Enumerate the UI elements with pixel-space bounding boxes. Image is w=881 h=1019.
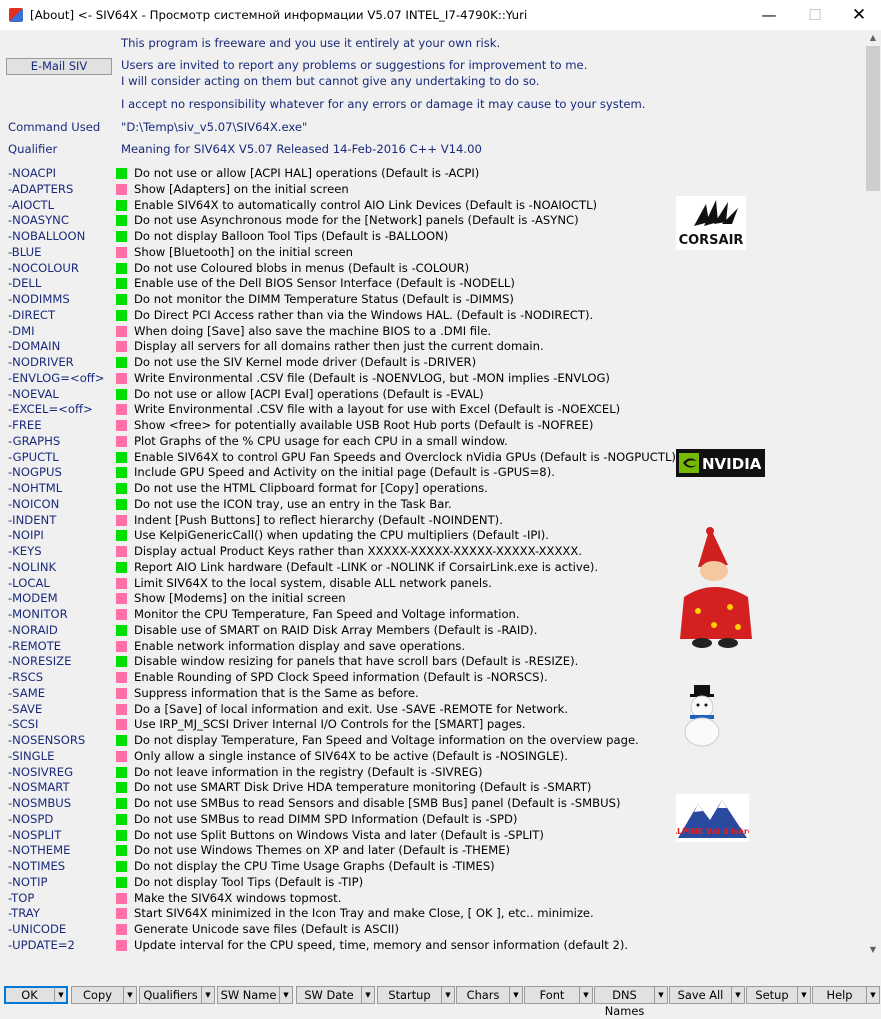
qualifier-name: -DIRECT — [8, 307, 56, 322]
qualifier-name: -NOSMART — [8, 780, 70, 795]
qualifier-meaning: Do not display Tool Tips (Default is -TIP) — [134, 874, 364, 889]
responsibility-notice: I accept no responsibility whatever for any errors or damage it may cause to your system. — [121, 97, 646, 111]
qualifier-meaning: Limit SIV64X to the local system, disable ALL network panels. — [134, 575, 492, 590]
qualifier-name: -KEYS — [8, 544, 42, 558]
qualifier-name: -NOSMBUS — [8, 796, 72, 810]
button-label: Copy — [83, 988, 112, 1002]
qualifier-meaning: Do not use the SIV Kernel mode driver (Default is -DRIVER) — [134, 355, 477, 369]
qualifier-meaning: Do not leave information in the registry (Default is -SIVREG) — [134, 764, 483, 779]
qualifier-row — [0, 716, 865, 732]
qualifier-name: -NOASYNC — [8, 213, 69, 228]
qualifier-row — [0, 921, 865, 937]
qualifier-name: -GRAPHS — [8, 433, 61, 448]
qualifier-row — [0, 748, 865, 764]
qualifier-row — [0, 480, 865, 496]
qualifier-name: -NOSPD — [8, 811, 54, 826]
green-blob-icon — [116, 877, 127, 888]
qualifier-meaning: Plot Graphs of the % CPU usage for each CPU in a small window. — [134, 433, 508, 448]
dropdown-arrow-icon[interactable]: ▼ — [279, 987, 292, 1003]
qualifier-meaning: Indent [Push Buttons] to reflect hierarchy (Default -NOINDENT). — [134, 512, 503, 527]
qualifier-row — [0, 669, 865, 685]
qualifier-row — [0, 386, 865, 402]
qualifier-name: -RSCS — [8, 670, 44, 684]
sw-name-button[interactable] — [217, 986, 293, 1004]
qualifier-name: -NOGPUS — [8, 465, 62, 480]
qualifier-meaning: Make the SIV64X windows topmost. — [134, 890, 342, 905]
qualifier-meaning: Show [Adapters] on the initial screen — [134, 181, 349, 196]
green-blob-icon — [116, 231, 127, 242]
qualifier-meaning: Show [Modems] on the initial screen — [134, 591, 346, 606]
qualifier-name: -SAVE — [8, 701, 43, 716]
qualifier-meaning: When doing [Save] also save the machine BIOS to a .DMI file. — [134, 323, 492, 338]
button-label: Save All — [677, 988, 724, 1002]
dropdown-arrow-icon[interactable]: ▼ — [123, 987, 136, 1003]
qualifier-name: -FREE — [8, 418, 42, 432]
button-label: DNS Names — [604, 988, 645, 1018]
green-blob-icon — [116, 861, 127, 872]
qualifier-row — [0, 433, 865, 449]
qualifier-meaning: Do not display the CPU Time Usage Graphs (Default is -TIMES) — [134, 859, 495, 873]
scroll-up-icon[interactable]: ▲ — [869, 33, 877, 42]
qualifier-name: -INDENT — [8, 512, 57, 527]
button-label: Help — [826, 988, 853, 1002]
qualifier-meaning: Do not use Windows Themes on XP and later (Default is -THEME) — [134, 843, 511, 858]
pink-blob-icon — [116, 940, 127, 951]
green-blob-icon — [116, 735, 127, 746]
qualifier-meaning: Do not use Coloured blobs in menus (Default is -COLOUR) — [134, 260, 470, 275]
button-label: SW Date — [304, 988, 354, 1002]
qualifier-meaning: Enable SIV64X to automatically control AIO Link Devices (Default is -NOAIOCTL) — [134, 197, 598, 212]
qualifier-name: -NOBALLOON — [8, 229, 86, 243]
qualifier-meaning: Do not use SMART Disk Drive HDA temperature monitoring (Default is -SMART) — [134, 780, 592, 795]
qualifier-name: -NOSENSORS — [8, 733, 86, 747]
qualifier-meaning: Suppress information that is the Same as before. — [134, 685, 419, 700]
qualifier-meaning: Start SIV64X minimized in the Icon Tray and make Close, [ OK ], etc.. minimize. — [134, 906, 594, 921]
report-notice: Users are invited to report any problems or suggestions for improvement to me. — [121, 58, 588, 72]
qualifier-meaning: Do not display Temperature, Fan Speed and Voltage information on the overview page. — [134, 733, 639, 747]
qualifier-meaning: Update interval for the CPU speed, time, memory and sensor information (default 2). — [134, 937, 629, 952]
qualifier-name: -NOTIMES — [8, 859, 66, 873]
qualifier-row — [0, 275, 865, 291]
qualifier-name: -ADAPTERS — [8, 181, 74, 196]
qualifier-name: -SAME — [8, 685, 46, 700]
dns-names-button[interactable] — [594, 986, 668, 1018]
setup-button[interactable] — [746, 986, 811, 1004]
qualifier-row — [0, 685, 865, 701]
qualifier-meaning: Report AIO Link hardware (Default -LINK or -NOLINK if CorsairLink.exe is active). — [134, 559, 599, 574]
qualifier-meaning: Do not use or allow [ACPI Eval] operations (Default is -EVAL) — [134, 386, 484, 401]
qualifier-row — [0, 323, 865, 339]
qualifier-name: -NOTIP — [8, 874, 48, 889]
qualifier-name: -UNICODE — [8, 922, 67, 936]
qualifier-meaning: Display all servers for all domains rather then just the current domain. — [134, 339, 544, 354]
qualifier-name: -NORAID — [8, 622, 58, 637]
qualifier-meaning: Enable SIV64X to control GPU Fan Speeds and Overclock nVidia GPUs (Default is -NOGPUCTL) — [134, 449, 676, 464]
qualifier-name: -UPDATE=2 — [8, 937, 75, 952]
qualifier-row — [0, 858, 865, 874]
title-bar — [0, 0, 881, 30]
dropdown-arrow-icon[interactable]: ▼ — [731, 987, 744, 1003]
green-blob-icon — [116, 263, 127, 274]
green-blob-icon — [116, 845, 127, 856]
qualifier-row — [0, 701, 865, 717]
green-blob-icon — [116, 625, 127, 636]
startup-button[interactable] — [377, 986, 455, 1004]
pink-blob-icon — [116, 751, 127, 762]
qualifier-row — [0, 653, 865, 669]
qualifier-meaning: Enable network information display and save operations. — [134, 638, 466, 653]
dropdown-arrow-icon[interactable]: ▼ — [654, 987, 667, 1003]
pink-blob-icon — [116, 924, 127, 935]
scroll-down-icon[interactable]: ▼ — [869, 945, 877, 954]
command-used-label: Command Used — [8, 120, 101, 134]
green-blob-icon — [116, 499, 127, 510]
dropdown-arrow-icon[interactable]: ▼ — [54, 987, 67, 1003]
dropdown-arrow-icon[interactable]: ▼ — [797, 987, 810, 1003]
button-label: Font — [539, 988, 565, 1002]
dropdown-arrow-icon[interactable]: ▼ — [866, 987, 879, 1003]
qualifier-meaning: Do not use the HTML Clipboard format for [Copy] operations. — [134, 481, 488, 495]
green-blob-icon — [116, 452, 127, 463]
dropdown-arrow-icon[interactable]: ▼ — [509, 987, 522, 1003]
qualifier-name: -EXCEL=<off> — [8, 402, 93, 417]
maximize-button[interactable]: ☐ — [808, 6, 822, 24]
nvidia-logo — [676, 449, 765, 477]
green-blob-icon — [116, 294, 127, 305]
save-all-button[interactable] — [669, 986, 745, 1004]
scroll-thumb[interactable] — [866, 46, 880, 191]
qualifier-name: -DELL — [8, 276, 42, 291]
nvidia-logo-text: NVIDIA — [702, 455, 762, 473]
qualifier-name: -TOP — [8, 890, 35, 905]
qualifier-label: Qualifier — [8, 142, 58, 156]
about-content — [0, 30, 865, 958]
qualifier-name: -SCSI — [8, 717, 39, 732]
qualifier-meaning: Do not use SMBus to read DIMM SPD Information (Default is -SPD) — [134, 811, 518, 826]
qualifier-name: -REMOTE — [8, 638, 62, 653]
qualifier-row — [0, 779, 865, 795]
green-blob-icon — [116, 310, 127, 321]
qualifier-meaning: Show <free> for potentially available USB Root Hub ports (Default is -NOFREE) — [134, 418, 594, 432]
qualifier-name: -DMI — [8, 323, 35, 338]
pink-blob-icon — [116, 672, 127, 683]
qualifier-meaning: Write Environmental .CSV file with a layout for use with Excel (Default is -NOEXCEL) — [134, 402, 621, 417]
qualifier-meaning: Do not monitor the DIMM Temperature Status (Default is -DIMMS) — [134, 292, 514, 306]
pink-blob-icon — [116, 247, 127, 258]
green-blob-icon — [116, 467, 127, 478]
pink-blob-icon — [116, 515, 127, 526]
pink-blob-icon — [116, 593, 127, 604]
qualifier-meaning: Include GPU Speed and Activity on the initial page (Default is -GPUS=8). — [134, 465, 555, 480]
pink-blob-icon — [116, 578, 127, 589]
corsair-logo — [676, 196, 746, 250]
qualifier-meaning: Display actual Product Keys rather than XXXXX-XXXXX-XXXXX-XXXXX-XXXXX. — [134, 544, 582, 558]
pink-blob-icon — [116, 436, 127, 447]
qualifier-row — [0, 874, 865, 890]
app-icon[interactable] — [9, 8, 23, 22]
pink-blob-icon — [116, 373, 127, 384]
alpine-logo-text: LPINE Val d'Isèr — [676, 827, 748, 836]
qualifier-meaning: Do not use the ICON tray, use an entry in the Task Bar. — [134, 496, 452, 511]
qualifier-meaning: Do Direct PCI Access rather than via the Windows HAL. (Default is -NODIRECT). — [134, 307, 594, 322]
qualifier-meaning: Disable window resizing for panels that have scroll bars (Default is -RESIZE). — [134, 654, 579, 669]
qualifier-name: -AIOCTL — [8, 197, 55, 212]
qualifier-name: -NOEVAL — [8, 386, 59, 401]
qualifier-name: -DOMAIN — [8, 339, 61, 354]
green-blob-icon — [116, 168, 127, 179]
pink-blob-icon — [116, 341, 127, 352]
alpine-logo — [676, 794, 749, 842]
chars-button[interactable] — [456, 986, 523, 1004]
qualifier-row — [0, 732, 865, 748]
qualifiers-button[interactable] — [139, 986, 215, 1004]
qualifier-name: -BLUE — [8, 244, 42, 259]
close-button[interactable]: ✕ — [851, 5, 867, 25]
button-label: Chars — [466, 988, 500, 1002]
qualifier-meaning: Do not use SMBus to read Sensors and disable [SMB Bus] panel (Default is -SMBUS) — [134, 796, 621, 810]
qualifier-row — [0, 937, 865, 953]
sw-date-button[interactable] — [296, 986, 375, 1004]
qualifier-name: -MONITOR — [8, 607, 68, 621]
ok-button[interactable] — [4, 986, 68, 1004]
qualifier-name: -NOTHEME — [8, 843, 71, 858]
qualifier-row — [0, 165, 865, 181]
freeware-notice: This program is freeware and you use it entirely at your own risk. — [121, 36, 501, 50]
button-label: Setup — [755, 988, 789, 1002]
copy-button[interactable] — [71, 986, 137, 1004]
button-label: OK — [21, 988, 38, 1002]
qualifier-row — [0, 417, 865, 433]
qualifier-row — [0, 354, 865, 370]
qualifier-name: -NOICON — [8, 496, 60, 511]
qualifier-meaning: Do not use Asynchronous mode for the [Network] panels (Default is -ASYNC) — [134, 213, 579, 228]
qualifier-name: -NOHTML — [8, 481, 63, 495]
qualifier-name: -TRAY — [8, 906, 40, 921]
qualifier-name: -NOACPI — [8, 166, 57, 180]
qualifier-row — [0, 890, 865, 906]
vertical-scrollbar[interactable] — [865, 30, 881, 958]
qualifier-meaning: Use KeIpiGenericCall() when updating the CPU multipliers (Default -IPI). — [134, 528, 549, 543]
pink-blob-icon — [116, 184, 127, 195]
pink-blob-icon — [116, 704, 127, 715]
window-title: [About] <- SIV64X - Просмотр системной информации V5.07 INTEL_I7-4790K::Yuri — [30, 8, 528, 22]
qualifier-meaning: Do not use or allow [ACPI HAL] operations (Default is -ACPI) — [134, 166, 480, 180]
green-blob-icon — [116, 562, 127, 573]
font-button[interactable] — [524, 986, 593, 1004]
green-blob-icon — [116, 389, 127, 400]
minimize-button[interactable]: — — [761, 6, 777, 24]
pink-blob-icon — [116, 893, 127, 904]
green-blob-icon — [116, 798, 127, 809]
pink-blob-icon — [116, 719, 127, 730]
qualifier-name: -NOCOLOUR — [8, 260, 79, 275]
pink-blob-icon — [116, 688, 127, 699]
qualifier-name: -LOCAL — [8, 575, 50, 590]
email-siv-button[interactable]: E-Mail SIV — [6, 58, 112, 75]
qualifier-row — [0, 401, 865, 417]
qualifier-name: -MODEM — [8, 591, 58, 606]
dropdown-arrow-icon[interactable]: ▼ — [361, 987, 374, 1003]
qualifier-row — [0, 764, 865, 780]
dropdown-arrow-icon[interactable]: ▼ — [201, 987, 214, 1003]
qualifier-name: -NOLINK — [8, 559, 57, 574]
green-blob-icon — [116, 278, 127, 289]
qualifier-name: -ENVLOG=<off> — [8, 370, 105, 385]
dropdown-arrow-icon[interactable]: ▼ — [441, 987, 454, 1003]
qualifier-name: -GPUCTL — [8, 449, 59, 464]
green-blob-icon — [116, 530, 127, 541]
qualifier-meaning: Do not display Balloon Tool Tips (Default is -BALLOON) — [134, 229, 449, 243]
corsair-logo-text: CORSAIR — [678, 233, 744, 248]
pink-blob-icon — [116, 404, 127, 415]
green-blob-icon — [116, 483, 127, 494]
qualifier-row — [0, 370, 865, 386]
qualifier-name: -SINGLE — [8, 748, 55, 763]
green-blob-icon — [116, 357, 127, 368]
pink-blob-icon — [116, 420, 127, 431]
green-blob-icon — [116, 814, 127, 825]
qualifier-meaning: Show [Bluetooth] on the initial screen — [134, 244, 353, 259]
help-button[interactable] — [812, 986, 880, 1004]
green-blob-icon — [116, 782, 127, 793]
qualifier-meaning: Enable Rounding of SPD Clock Speed information (Default is -NORSCS). — [134, 670, 548, 684]
green-blob-icon — [116, 200, 127, 211]
qualifier-meaning: Enable use of the Dell BIOS Sensor Interface (Default is -NODELL) — [134, 276, 515, 291]
qualifier-meaning: Only allow a single instance of SIV64X to be active (Default is -NOSINGLE). — [134, 748, 568, 763]
pink-blob-icon — [116, 609, 127, 620]
button-label: SW Name — [220, 988, 277, 1002]
green-blob-icon — [116, 830, 127, 841]
green-blob-icon — [116, 767, 127, 778]
qualifier-name: -NODIMMS — [8, 292, 70, 306]
qualifier-name: -NOSPLIT — [8, 827, 62, 842]
qualifier-row — [0, 338, 865, 354]
qualifier-name: -NODRIVER — [8, 355, 74, 369]
green-blob-icon — [116, 215, 127, 226]
qualifier-meaning: Monitor the CPU Temperature, Fan Speed and Voltage information. — [134, 607, 520, 621]
qualifier-row — [0, 512, 865, 528]
qualifier-meaning: Do not use Split Buttons on Windows Vista and later (Default is -SPLIT) — [134, 827, 544, 842]
qualifier-meaning: Generate Unicode save files (Default is ASCII) — [134, 922, 400, 936]
qualifier-row — [0, 905, 865, 921]
wizard-mascot-image — [674, 527, 758, 649]
qualifier-row — [0, 181, 865, 197]
qualifier-meaning: Disable use of SMART on RAID Disk Array Members (Default is -RAID). — [134, 622, 538, 637]
button-label: Qualifiers — [143, 988, 198, 1002]
qualifier-meaning: Write Environmental .CSV file (Default is -NOENVLOG, but -MON implies -ENVLOG) — [134, 370, 610, 385]
snowman-image — [678, 685, 726, 747]
qualifier-name: -NOIPI — [8, 528, 44, 543]
command-used-value: "D:\Temp\siv_v5.07\SIV64X.exe" — [121, 120, 308, 134]
qualifier-meaning: Do a [Save] of local information and exit. Use -SAVE -REMOTE for Network. — [134, 701, 569, 716]
pink-blob-icon — [116, 546, 127, 557]
green-blob-icon — [116, 656, 127, 667]
pink-blob-icon — [116, 641, 127, 652]
pink-blob-icon — [116, 326, 127, 337]
consider-notice: I will consider acting on them but cannot give any undertaking to do so. — [121, 74, 540, 88]
qualifier-row — [0, 307, 865, 323]
qualifier-row — [0, 291, 865, 307]
qualifier-row — [0, 842, 865, 858]
qualifier-row — [0, 496, 865, 512]
dropdown-arrow-icon[interactable]: ▼ — [579, 987, 592, 1003]
qualifier-name: -NORESIZE — [8, 654, 72, 669]
button-label: Startup — [388, 988, 431, 1002]
button-bar — [0, 986, 881, 1018]
qualifier-row — [0, 260, 865, 276]
pink-blob-icon — [116, 908, 127, 919]
qualifier-meaning-header: Meaning for SIV64X V5.07 Released 14-Feb-2016 C++ V14.00 — [121, 142, 482, 156]
qualifier-name: -NOSIVREG — [8, 764, 74, 779]
qualifier-meaning: Use IRP_MJ_SCSI Driver Internal I/O Controls for the [SMART] pages. — [134, 717, 526, 732]
